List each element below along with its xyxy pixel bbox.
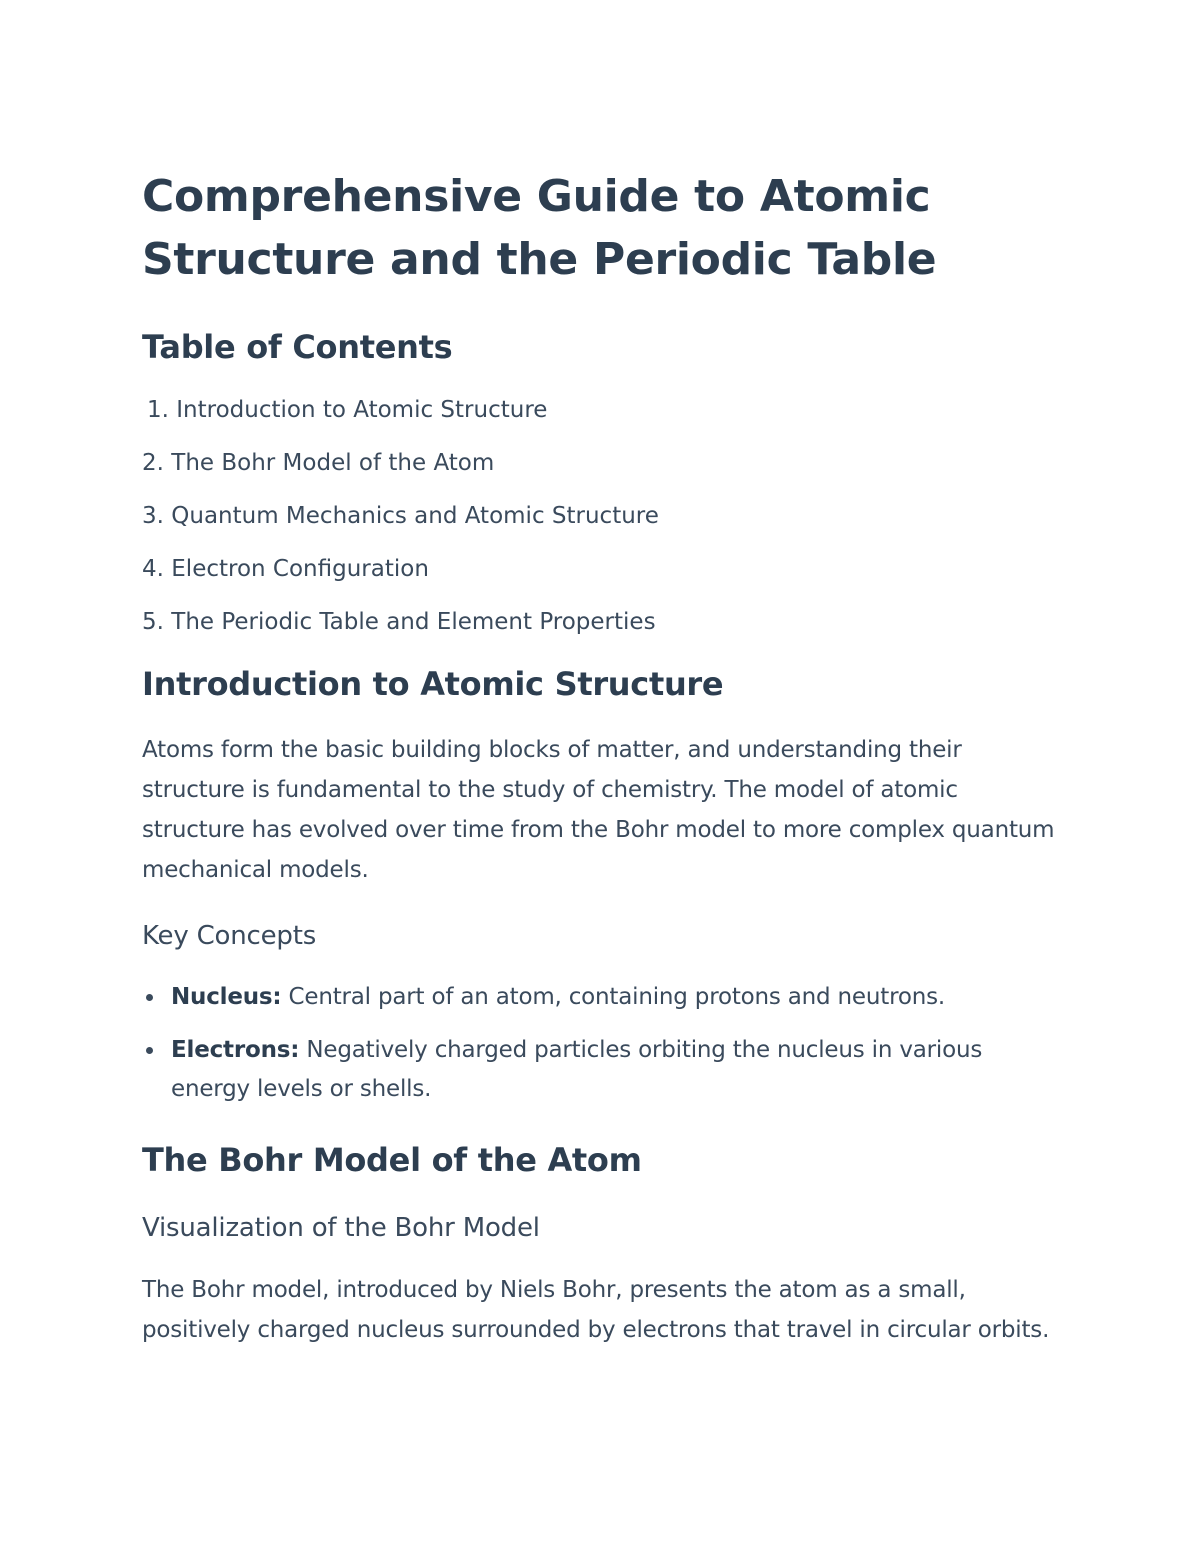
bullet-icon: [146, 994, 153, 1001]
toc-item-2[interactable]: [142, 449, 1060, 477]
toc-item-label: Electron Configuration: [171, 556, 429, 582]
section-heading-bohr: The Bohr Model of the Atom: [142, 1141, 642, 1179]
key-concepts-heading: Key Concepts: [142, 921, 317, 951]
concept-text: Central part of an atom, containing protons and neutrons.: [288, 984, 945, 1010]
toc-item-number: 3.: [142, 503, 164, 529]
toc-item-number: 4.: [142, 556, 164, 582]
list-item: [142, 1031, 1060, 1109]
toc-item-label: The Bohr Model of the Atom: [171, 450, 495, 476]
concept-term: Electrons:: [171, 1037, 300, 1063]
toc-heading: Table of Contents: [142, 328, 453, 366]
toc-item-label: Introduction to Atomic Structure: [176, 397, 548, 423]
bohr-paragraph: The Bohr model, introduced by Niels Bohr, presents the atom as a small, positively charged nucleus surrounded by electrons that travel in circular orbits.: [142, 1277, 1050, 1343]
bohr-subheading: Visualization of the Bohr Model: [142, 1213, 540, 1243]
concept-text: Negatively charged particles orbiting the nucleus in various energy levels or shells.: [171, 1037, 983, 1102]
toc-item-number: 5.: [142, 609, 164, 635]
toc-item-5[interactable]: [142, 608, 1060, 636]
table-of-contents: [142, 396, 1060, 636]
key-concepts-list: [142, 978, 1060, 1109]
toc-item-number: 1.: [147, 397, 169, 423]
intro-paragraph: Atoms form the basic building blocks of matter, and understanding their structure is fundamental to the study of chemistry. The model of atomic structure has evolved over time from the Bohr model to more complex quantum mechanical models.: [142, 737, 1055, 883]
toc-item-number: 2.: [142, 450, 164, 476]
toc-item-label: The Periodic Table and Element Properties: [171, 609, 656, 635]
toc-item-label: Quantum Mechanics and Atomic Structure: [171, 503, 659, 529]
toc-item-1[interactable]: [142, 396, 1060, 424]
bullet-icon: [146, 1047, 153, 1054]
toc-item-4[interactable]: [142, 555, 1060, 583]
document-title: Comprehensive Guide to Atomic Structure and the Periodic Table: [142, 171, 937, 285]
section-heading-intro: Introduction to Atomic Structure: [142, 665, 724, 703]
concept-term: Nucleus:: [171, 984, 282, 1010]
list-item: [142, 978, 1060, 1017]
toc-item-3[interactable]: [142, 502, 1060, 530]
